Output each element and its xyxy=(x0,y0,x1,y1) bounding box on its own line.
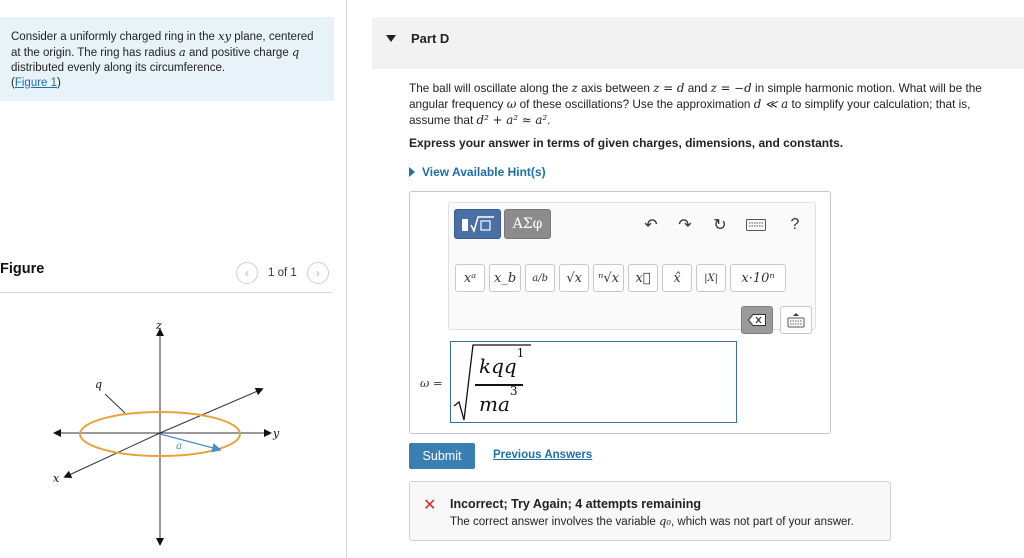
backspace-icon xyxy=(748,314,766,326)
sqrt-button[interactable]: √x xyxy=(559,264,589,292)
math-toolbar xyxy=(448,202,816,330)
reset-icon[interactable]: ↻ xyxy=(713,217,727,234)
charge-pointer xyxy=(105,394,125,413)
previous-answers-link[interactable]: Previous Answers xyxy=(493,449,593,461)
redo-icon[interactable]: ↷ xyxy=(678,217,692,234)
symbol-row xyxy=(455,264,786,292)
keyboard-up-icon xyxy=(787,312,805,328)
error-x-icon: ✕ xyxy=(423,497,437,514)
pager-text: 1 of 1 xyxy=(268,267,297,279)
label-x: x xyxy=(53,472,60,485)
figure-title: Figure xyxy=(0,261,45,277)
templates-icon xyxy=(460,214,496,234)
view-hints-link[interactable] xyxy=(409,165,546,179)
chevron-left-icon: ‹ xyxy=(245,266,249,280)
help-button[interactable]: ? xyxy=(790,216,800,233)
radius-line xyxy=(160,434,217,449)
greek-symbols-button[interactable]: ΑΣφ xyxy=(504,209,551,239)
keyboard-toggle-button[interactable] xyxy=(780,306,812,334)
templates-button[interactable] xyxy=(454,209,501,239)
feedback-box xyxy=(409,481,891,541)
nth-root-button[interactable]: ⁿ√x xyxy=(593,264,624,292)
keyboard-icon[interactable] xyxy=(745,215,767,235)
chevron-right-icon: › xyxy=(315,266,320,280)
answer-panel xyxy=(409,191,831,434)
hints-label: View Available Hint(s) xyxy=(422,165,546,179)
figure-divider xyxy=(0,292,333,293)
fraction-button[interactable]: a/b xyxy=(525,264,555,292)
feedback-title: Incorrect; Try Again; 4 attempts remaining xyxy=(450,497,701,511)
sci-notation-button[interactable]: x·10ⁿ xyxy=(730,264,786,292)
figure-link[interactable]: Figure 1 xyxy=(14,77,58,89)
numerator: kqq$^1$ xyxy=(479,346,525,378)
caret-down-icon xyxy=(386,35,396,42)
submit-button[interactable]: Submit xyxy=(409,443,475,469)
subscript-button[interactable]: x_b xyxy=(489,264,521,292)
unit-vector-button[interactable]: x̂ xyxy=(662,264,692,292)
next-figure-button[interactable] xyxy=(307,262,329,284)
superscript-button[interactable]: xᵃ xyxy=(455,264,485,292)
problem-statement: Consider a uniformly charged ring in the xy plane, centered at the origin. The ring has radius a and positive charge q distributed evenly along its circumference. (Figure 1) xyxy=(0,17,334,101)
question-text: The ball will oscillate along the z axis between z = d and z = −d in simple harmonic motion. What will be the angular frequency ω of these oscillations? Use the approximation d ≪ a to simplify your calculation; that is, assume that d² + a² ≈ a². xyxy=(409,81,982,127)
part-header[interactable] xyxy=(372,17,1024,69)
denominator: $ma^3$ xyxy=(479,384,518,416)
prev-figure-button[interactable] xyxy=(236,262,258,284)
label-a: a xyxy=(176,441,182,452)
figure-pager xyxy=(236,262,329,284)
left-panel xyxy=(0,0,347,558)
right-panel xyxy=(347,0,1024,558)
x-axis xyxy=(67,433,160,476)
omega-label: ω = xyxy=(420,376,443,390)
vector-button[interactable]: x⃗ xyxy=(628,264,658,292)
magnitude-button[interactable]: |X| xyxy=(696,264,726,292)
label-z: z xyxy=(156,319,162,332)
delete-button[interactable] xyxy=(741,306,773,334)
feedback-text: The correct answer involves the variable q₀, which was not part of your answer. xyxy=(450,514,854,528)
label-q: q xyxy=(95,378,103,391)
label-y: y xyxy=(273,427,280,440)
instructions: Express your answer in terms of given charges, dimensions, and constants. xyxy=(409,136,844,150)
ring-figure xyxy=(45,312,295,552)
answer-input[interactable] xyxy=(450,341,737,423)
part-title: Part D xyxy=(411,31,450,46)
undo-icon[interactable]: ↶ xyxy=(644,217,658,234)
caret-right-icon xyxy=(409,167,415,177)
